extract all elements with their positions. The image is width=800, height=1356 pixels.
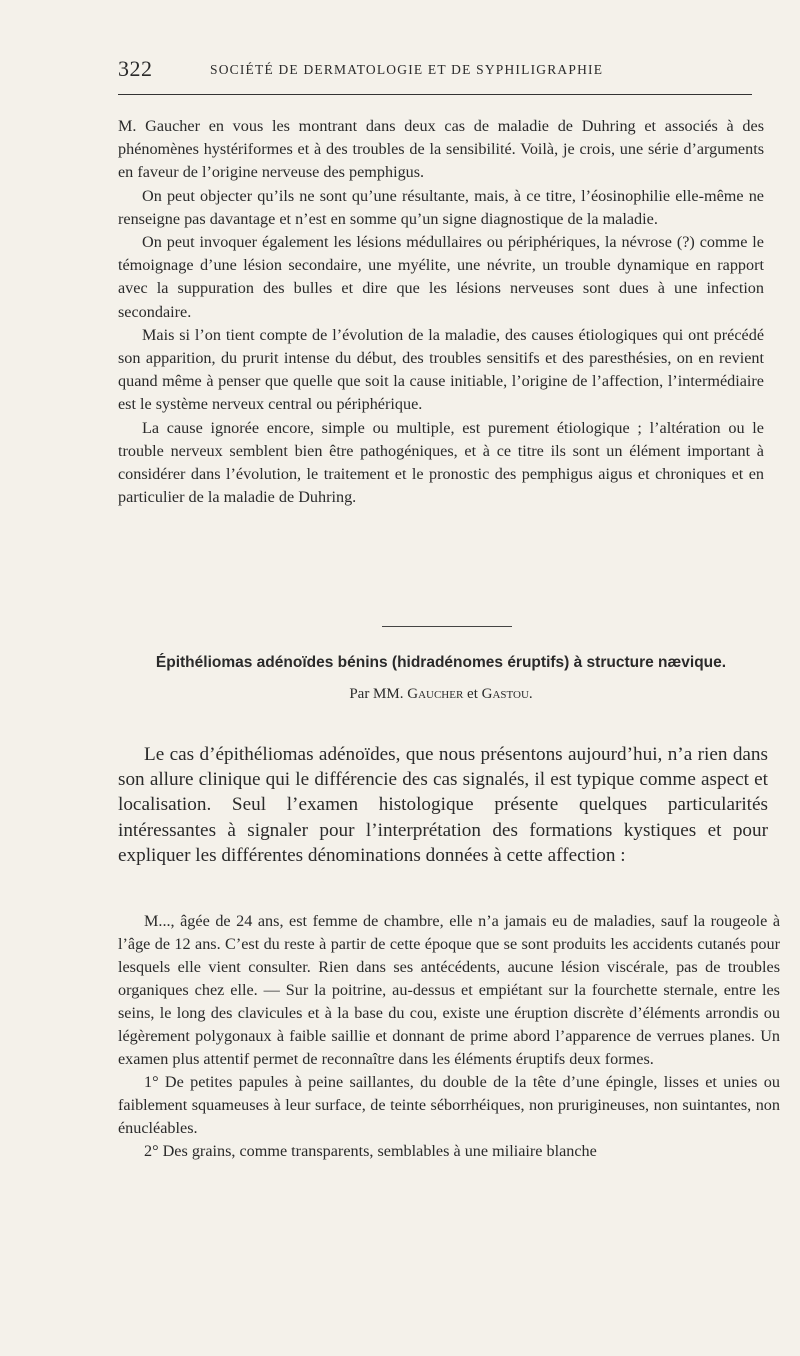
running-head: SOCIÉTÉ DE DERMATOLOGIE ET DE SYPHILIGRAPHIE: [210, 62, 604, 77]
header-rule: [118, 94, 752, 95]
paragraph: La cause ignorée encore, simple ou multiple, est purement étiologique ; l’altération ou le trouble nerveux semblent bien être pathogéniques, et à ce titre ils sont un élément important à considérer dans l’évolution, le traitement et le pronostic des pemphigus aigus et chroniques et en particulier de la maladie de Duhring.: [118, 418, 764, 507]
case-paragraph: 2° Des grains, comme transparents, semblables à une miliaire blanche: [144, 1142, 597, 1160]
intro-paragraph: Le cas d’épithéliomas adénoïdes, que nous présentons aujourd’hui, n’a rien dans son allure clinique qui le différencie des cas signalés, il est typique comme aspect et localisation. Seul l’examen histologique présente quelques particularités intéressantes à signaler pour l’interprétation des formations kystiques et pour expliquer les différentes dénominations données à cette affection :: [118, 744, 768, 866]
section-divider: [382, 626, 512, 627]
paragraph: On peut objecter qu’ils ne sont qu’une résultante, mais, à ce titre, l’éosinophilie elle-même ne renseigne pas davantage et n’est en somme qu’un signe diagnostique de la maladie.: [118, 186, 764, 228]
author-name: Gastou.: [481, 686, 533, 702]
byline: [118, 684, 764, 704]
case-paragraph: 1° De petites papules à peine saillantes, du double de la tête d’une épingle, lisses et unies ou faiblement squameuses à leur surface, de teinte séborrhéiques, non prurigineuses, non suintantes, non énucléables.: [118, 1073, 780, 1137]
article-title: Épithéliomas adénoïdes bénins (hidradénomes éruptifs) à structure nævique.: [155, 654, 727, 671]
page-number: 322: [118, 56, 153, 81]
paragraph: Mais si l’on tient compte de l’évolution de la maladie, des causes étiologiques qui ont précédé son apparition, du prurit intense du début, des troubles sensitifs et des paresthésies, on en revient quand même à penser que quelle que soit la cause initiable, l’origine de l’affection, l’intermédiaire est le système nerveux central ou périphérique.: [118, 325, 764, 414]
author-name: Gaucher: [407, 686, 464, 702]
byline-prefix: Par MM.: [349, 686, 404, 702]
article-intro: [118, 742, 768, 868]
byline-conjunction: et: [467, 686, 478, 702]
case-report: [118, 910, 780, 1163]
paragraph: M. Gaucher en vous les montrant dans deux cas de maladie de Duhring et associés à des phénomènes hystériformes et à des troubles de la sensibilité. Voilà, je crois, une série d’arguments en faveur de l’origine nerveuse des pemphigus.: [118, 117, 764, 182]
article-heading: [118, 652, 764, 704]
discussion-text: [118, 115, 764, 509]
page-header: [118, 52, 752, 92]
paragraph: On peut invoquer également les lésions médullaires ou périphériques, la névrose (?) comme le témoignage d’une lésion secondaire, une myélite, une névrite, un trouble dynamique en rapport avec la suppuration des bulles et dire que les lésions nerveuses sont dues à une infection secondaire.: [118, 233, 764, 321]
case-paragraph: M..., âgée de 24 ans, est femme de chambre, elle n’a jamais eu de maladies, sauf la rougeole à l’âge de 12 ans. C’est du reste à partir de cette époque que se sont produits les accidents cutanés pour lesquels elle vient consulter. Rien dans ses antécédents, aucune lésion viscérale, pas de troubles organiques chez elle. — Sur la poitrine, au-dessus et empiétant sur la fourchette sternale, entre les seins, le long des clavicules et à la base du cou, existe une éruption discrète d’éléments arrondis ou légèrement polygonaux à faible saillie et donnant de prime abord l’apparence de verrues planes. Un examen plus attentif permet de reconnaître dans les éléments éruptifs deux formes.: [118, 912, 780, 1068]
